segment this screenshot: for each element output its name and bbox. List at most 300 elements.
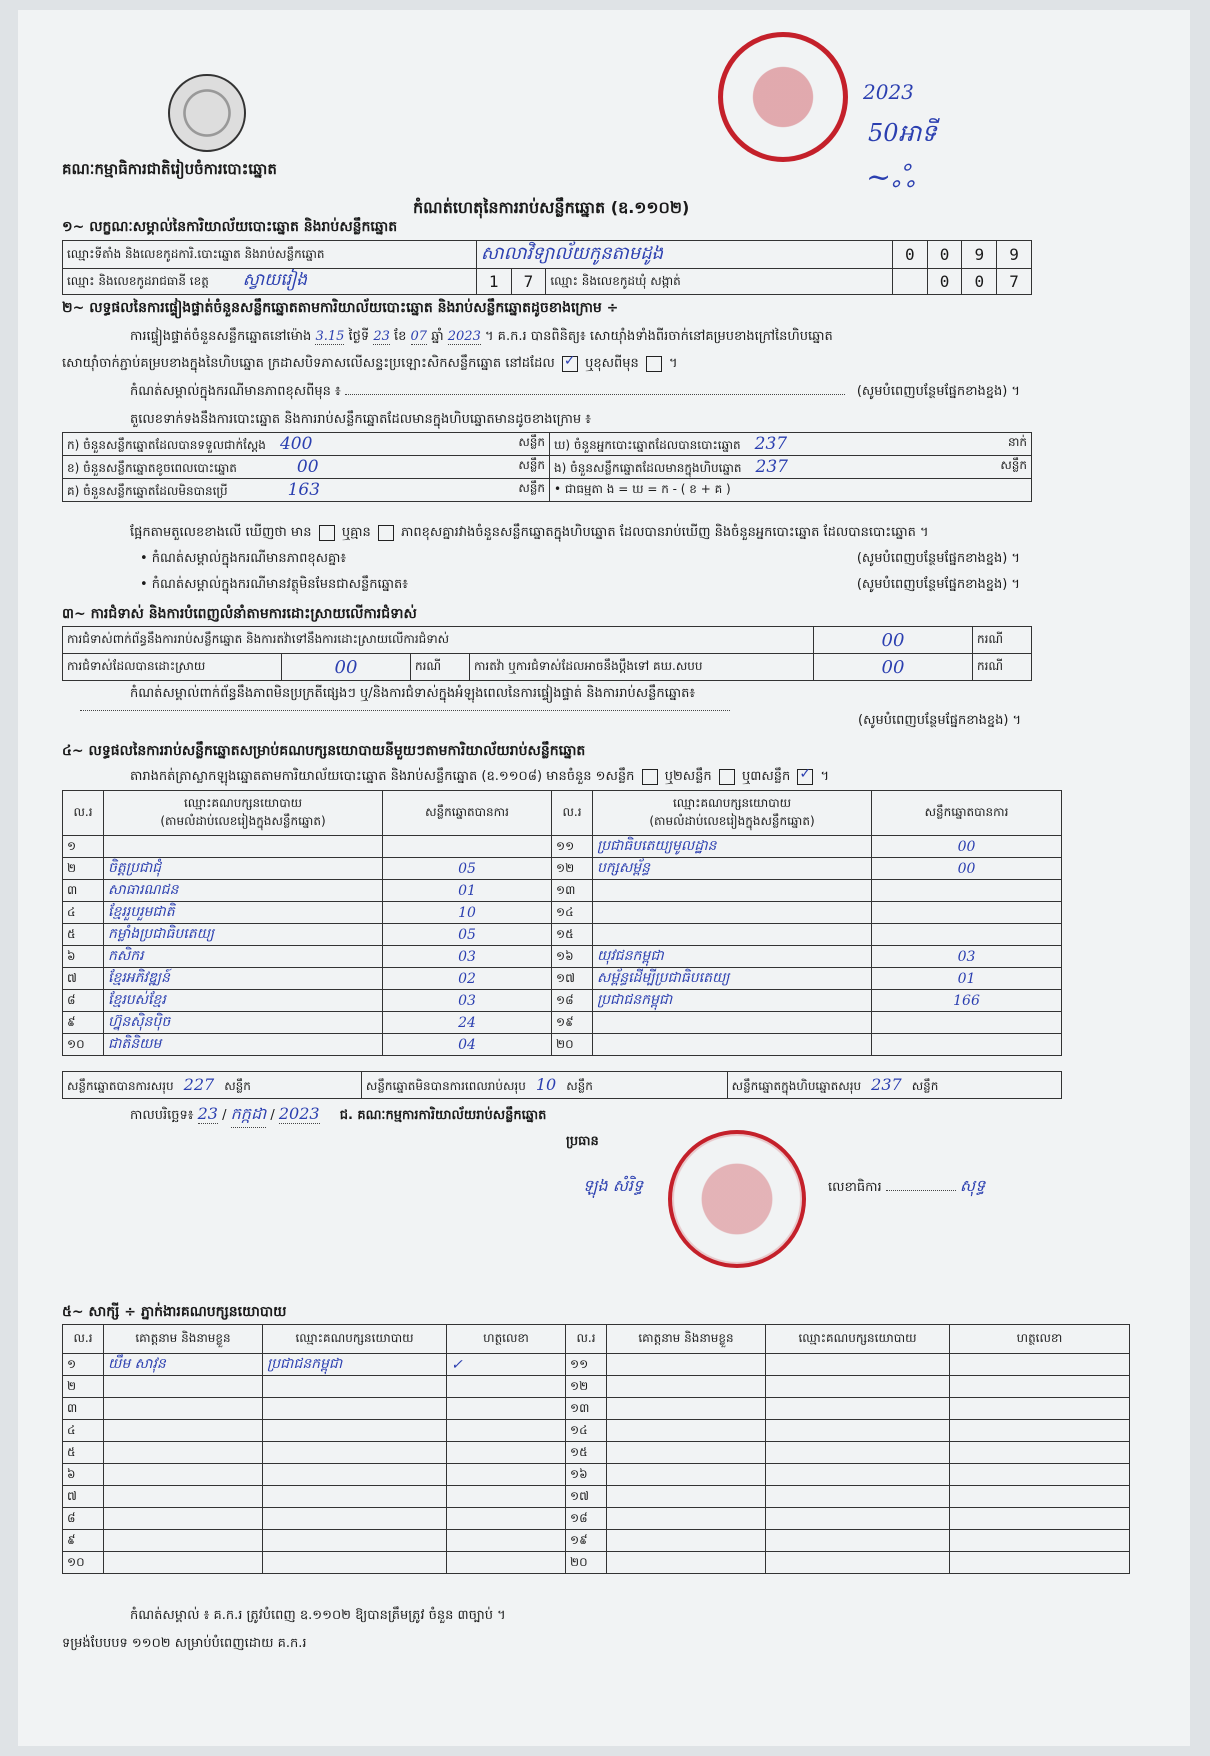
section3-table [62, 626, 1032, 681]
result-votes-left: 10 [383, 902, 552, 924]
s3-row2-value2: 00 [814, 654, 973, 681]
witness-name-left [104, 1376, 263, 1398]
s2-row-c-left-label: គ) ចំនួនសន្លឹកឆ្នោតដែលមិនបានប្រើ [67, 483, 228, 498]
col-party-left-title: ឈ្មោះគណបក្សនយោបាយ [183, 796, 303, 810]
s2-row-a-right-value: 237 [754, 433, 788, 454]
witness-name-right [607, 1354, 766, 1376]
result-votes-right [872, 902, 1062, 924]
witness-sign-left: ✓ [447, 1354, 566, 1376]
witness-name-right [607, 1420, 766, 1442]
s1-row1-code-3: 9 [962, 241, 997, 269]
witness-no-right: ១៧ [566, 1486, 607, 1508]
witness-no-right: ២០ [566, 1552, 607, 1574]
s2-row-b-right-value: 237 [755, 456, 788, 477]
form-title: កំណត់ហេតុនៃការរាប់សន្លឹកឆ្នោត (ឧ.១១០២) [413, 198, 690, 217]
witness-name-left [104, 1530, 263, 1552]
result-party-left: ជាតិនិយម [104, 1034, 383, 1056]
s2-row-c-left-unit: សន្លឹក [518, 480, 545, 495]
witness-sign-left [447, 1442, 566, 1464]
witness-no-left: ៨ [63, 1508, 104, 1530]
s3-row1-label: ការជំទាស់ពាក់ព័ន្ធនឹងការរាប់សន្លឹកឆ្នោត និងការតវ៉ាទៅនឹងការដោះស្រាយលើការជំទាស់ [63, 627, 814, 654]
form-footer: ទម្រង់បែបបទ ១១០២ សម្រាប់បំពេញដោយ គ.ក.រ [62, 1636, 307, 1651]
result-no-right: ១៤ [552, 902, 593, 924]
witness-sign-left [447, 1486, 566, 1508]
section4-heading: ៤~ លទ្ធផលនៃការរាប់សន្លឹកឆ្នោតសម្រាប់គណបក្សនយោបាយនីមួយៗតាមការិយាល័យរាប់សន្លឹកឆ្នោត [62, 743, 586, 759]
chair-name: ឡុង សំរិទ្ធ [583, 1176, 644, 1195]
result-party-left: សាធារណជន [104, 880, 383, 902]
stamp-note-year: 2023 [863, 80, 914, 104]
witness-row [63, 1442, 1130, 1464]
w-col-sign-right: ហត្ថលេខា [950, 1325, 1130, 1354]
s2-row-a-left-unit: សន្លឹក [518, 434, 545, 449]
witness-row [63, 1398, 1130, 1420]
s2-row-b-left-label: ខ) ចំនួនសន្លឹកឆ្នោតខូចពេលបោះឆ្នោត [67, 460, 237, 475]
result-votes-left: 24 [383, 1012, 552, 1034]
s2-intro-table: តួលេខទាក់ទងនឹងការបោះឆ្នោត និងការរាប់សន្លឹកឆ្នោតដែលមានក្នុងហិបឆ្នោតមានដូចខាងក្រោម ៖ [130, 412, 591, 427]
result-no-right: ១៣ [552, 880, 593, 902]
s2-para2a: សោយ៉ាំចាក់ភ្ជាប់គម្របខាងក្នុងនៃហិបឆ្នោត ក្រដាសបិទភាសលើសន្ទះប្រឡោះសិកសន្លឹកឆ្នោត នៅដដែល [62, 356, 555, 371]
witness-name-right [607, 1486, 766, 1508]
s2-fill-more: (សូមបំពេញបន្ថែមផ្នែកខាងខ្នង) ។ [856, 384, 1020, 399]
col-votes-left: សន្លឹកឆ្នោតបានការ [383, 791, 552, 836]
s4-intro-d: ។ [820, 769, 830, 784]
w-col-no-left: ល.រ [63, 1325, 104, 1354]
result-party-left [104, 836, 383, 858]
result-party-right [593, 924, 872, 946]
witness-no-right: ១៤ [566, 1420, 607, 1442]
s1-row2-label-text: ឈ្មោះ និងលេខកូដរាជធានី ខេត្ត [67, 274, 209, 288]
date-year: 2023 [278, 1104, 320, 1123]
witness-name-right [607, 1508, 766, 1530]
section2-table [62, 432, 1032, 502]
section3-heading: ៣~ ការជំទាស់ និងការបំពេញលំនាំតាមការដោះស្រាយលើការជំទាស់ [62, 606, 417, 622]
s3-row2-label2: ការតវ៉ា ឬការជំទាស់ដែលអាចនឹងប្តឹងទៅ គឃ.សបប [470, 654, 814, 681]
s2-para1c: ខែ [394, 329, 407, 344]
w-col-no-right: ល.រ [566, 1325, 607, 1354]
s2-row-b-right-label: ង) ចំនួនសន្លឹកឆ្នោតដែលមានក្នុងហិបឆ្នោត [554, 460, 742, 475]
witness-party-right [766, 1376, 950, 1398]
result-votes-right [872, 1012, 1062, 1034]
result-party-left: ខ្មែររួបរួមជាតិ [104, 902, 383, 924]
s4-intro-b: ឬ២សន្លឹក [664, 769, 712, 784]
footnote: កំណត់សម្គាល់ ៖ គ.ក.រ ត្រូវបំពេញ ឧ.១១០២ ឱ្យបានត្រឹមត្រូវ ចំនួន ៣ច្បាប់ ។ [130, 1608, 506, 1623]
witness-sign-right [950, 1508, 1130, 1530]
col-party-right-title: ឈ្មោះគណបក្សនយោបាយ [672, 796, 792, 810]
total-invalid-unit: សន្លឹក [566, 1078, 593, 1093]
total-box-unit: សន្លឹក [911, 1078, 939, 1093]
result-votes-right [872, 1034, 1062, 1056]
witness-sign-left [447, 1464, 566, 1486]
s2-year: 2023 [447, 329, 481, 344]
total-valid-value: 227 [183, 1074, 215, 1094]
col-no-right: ល.រ [552, 791, 593, 836]
s2-para1b: ថ្ងៃទី [348, 329, 370, 344]
same-checkbox[interactable] [562, 352, 578, 372]
results-row [63, 880, 1062, 902]
witness-sign-left [447, 1508, 566, 1530]
witness-name-right [607, 1464, 766, 1486]
results-row [63, 990, 1062, 1012]
witness-row [63, 1552, 1130, 1574]
w-col-party-right: ឈ្មោះគណបក្សនយោបាយ [766, 1325, 950, 1354]
witness-no-left: ៦ [63, 1464, 104, 1486]
witness-sign-left [447, 1420, 566, 1442]
s1-row2-label [63, 269, 477, 295]
result-no-left: ៧ [63, 968, 104, 990]
result-party-left: ខ្មែរអភិវឌ្ឍន៍ [104, 968, 383, 990]
s1-row2-label2: ឈ្មោះ និងលេខកូដឃុំ សង្កាត់ [546, 269, 893, 295]
s1-row2-code-2: 7 [511, 269, 546, 295]
results-row [63, 1034, 1062, 1056]
witness-sign-right [950, 1552, 1130, 1574]
s2-para2 [62, 352, 678, 374]
result-party-left: កសិករ [104, 946, 383, 968]
total-invalid-value: 10 [535, 1074, 557, 1094]
result-party-right: បក្សសម្ព័ន្ធ [593, 858, 872, 880]
result-votes-left: 05 [383, 858, 552, 880]
s2-para2c: ។ [668, 356, 678, 371]
witness-no-right: ១២ [566, 1376, 607, 1398]
result-votes-left: 01 [383, 880, 552, 902]
s1-row1-value: សាលាវិទ្យាល័យកូនតាមដូង [476, 241, 892, 269]
witness-party-left [263, 1530, 447, 1552]
witness-party-right [766, 1486, 950, 1508]
witness-sign-left [447, 1376, 566, 1398]
secretary-label: លេខាធិការ [828, 1180, 882, 1195]
result-votes-right: 01 [872, 968, 1062, 990]
result-votes-right [872, 880, 1062, 902]
one-sheet-checkbox[interactable] [642, 769, 658, 785]
witness-row [63, 1486, 1130, 1508]
s2-row-b-label [63, 456, 550, 479]
section1-table [62, 240, 1032, 295]
three-sheet-checkbox[interactable] [797, 765, 813, 785]
check-icon: ✓ [563, 352, 576, 369]
s2-row-b-left-value: 00 [296, 456, 319, 477]
result-votes-right: 00 [872, 858, 1062, 880]
s2-note-diff [130, 383, 1020, 402]
result-no-right: ១៧ [552, 968, 593, 990]
witness-party-left [263, 1420, 447, 1442]
witness-sign-right [950, 1464, 1130, 1486]
s3-row1-value: 00 [814, 627, 973, 654]
result-no-right: ១៩ [552, 1012, 593, 1034]
s4-intro [130, 765, 830, 787]
s1-row2-empty [892, 269, 927, 295]
official-stamp [718, 32, 848, 162]
s2-para2b: ឬខុសពីមុន [585, 356, 639, 371]
witness-sign-left [447, 1530, 566, 1552]
result-no-left: ១០ [63, 1034, 104, 1056]
s2-month: 07 [410, 329, 428, 344]
witness-party-right [766, 1420, 950, 1442]
witness-name-right [607, 1530, 766, 1552]
witness-party-right [766, 1442, 950, 1464]
result-party-left: កម្លាំងប្រជាធិបតេយ្យ [104, 924, 383, 946]
w-col-sign-left: ហត្ថលេខា [447, 1325, 566, 1354]
results-row [63, 858, 1062, 880]
s2-para3c: ភាពខុសគ្នារវាងចំនួនសន្លឹកឆ្នោតក្នុងហិបឆ្នោត ដែលបានរាប់ឃើញ និងចំនួនអ្នកបោះឆ្នោត ដែលបានបោះឆ្នោត ។ [401, 525, 929, 540]
s2-row-c-right-label: • ជាធម្មតា ង = ឃ = ក - ( ខ + គ ) [554, 482, 731, 496]
witness-party-right [766, 1530, 950, 1552]
witness-no-left: ៧ [63, 1486, 104, 1508]
s2-para1d: ឆ្នាំ [431, 329, 444, 344]
total-valid [63, 1072, 362, 1099]
total-valid-unit: សន្លឹក [224, 1078, 251, 1093]
witness-name-right [607, 1376, 766, 1398]
s3-row2-value: 00 [282, 654, 411, 681]
witness-sign-left [447, 1552, 566, 1574]
result-votes-right: 166 [872, 990, 1062, 1012]
witness-row [63, 1376, 1130, 1398]
s3-row2-unit2: ករណី [973, 654, 1032, 681]
total-box-value: 237 [871, 1074, 902, 1094]
total-box-label: សន្លឹកឆ្នោតក្នុងហិបឆ្នោតសរុប [731, 1078, 862, 1093]
result-votes-left: 03 [383, 946, 552, 968]
result-party-right [593, 902, 872, 924]
w-col-party-left: ឈ្មោះគណបក្សនយោបាយ [263, 1325, 447, 1354]
s2-para3b: ឬគ្មាន [341, 525, 371, 540]
witness-row [63, 1530, 1130, 1552]
s4-intro-a: តារាងកត់ត្រាស្លាកឡុងឆ្នោតតាមការិយាល័យបោះឆ្នោត និងរាប់សន្លឹកឆ្នោត (ឧ.១១០៨) មានចំនួន ១សន្លឹក [130, 769, 635, 784]
col-party-right-sub: (តាមលំដាប់លេខរៀងក្នុងសន្លឹកឆ្នោត) [649, 814, 815, 828]
section2-heading: ២~ លទ្ធផលនៃការផ្ទៀងផ្ទាត់ចំនួនសន្លឹកឆ្នោតតាមការិយាល័យបោះឆ្នោត និងរាប់សន្លឹកឆ្នោតដូចខាងក្រោម ÷ [62, 300, 619, 316]
result-party-right [593, 1034, 872, 1056]
s2-bullet2-row [140, 576, 1020, 595]
witness-party-right [766, 1508, 950, 1530]
s2-row-b-right-unit: សន្លឹក [1000, 457, 1027, 472]
witness-sign-right [950, 1442, 1130, 1464]
s2-para1e: ។ គ.ក.រ បានពិនិត្យ៖ សោយ៉ាំងទាំងពីរចាក់នៅគម្របខាងក្រៅនៃហិបឆ្នោត [484, 329, 833, 344]
no-diff-checkbox[interactable] [378, 525, 394, 541]
witness-party-left: ប្រជាជនកម្ពុជា [263, 1354, 447, 1376]
result-votes-right: 00 [872, 836, 1062, 858]
result-no-left: ៩ [63, 1012, 104, 1034]
witness-name-right [607, 1552, 766, 1574]
s2-para3a: ផ្អែកតាមតួលេខខាងលើ ឃើញថា មាន [130, 525, 312, 540]
result-votes-left: 03 [383, 990, 552, 1012]
witness-row [63, 1354, 1130, 1376]
two-sheet-checkbox[interactable] [719, 769, 735, 785]
s3-row2-unit: ករណី [411, 654, 470, 681]
result-no-right: ១៨ [552, 990, 593, 1012]
col-party-left [104, 791, 383, 836]
witness-sign-right [950, 1376, 1130, 1398]
s1-row2-code2-1: 0 [927, 269, 962, 295]
result-no-left: ៨ [63, 990, 104, 1012]
date-label: កាលបរិច្ឆេទ៖ [130, 1108, 194, 1123]
nec-emblem [168, 74, 246, 152]
section4-totals [62, 1071, 1062, 1099]
s1-row2-code2-3: 7 [997, 269, 1032, 295]
s3-note-dotline [80, 710, 730, 711]
witness-party-right [766, 1398, 950, 1420]
s2-row-c-right [550, 479, 1032, 502]
col-party-left-sub: (តាមលំដាប់លេខរៀងក្នុងសន្លឹកឆ្នោត) [160, 814, 326, 828]
total-box [727, 1072, 1061, 1099]
s2-row-c-left-value: 163 [287, 479, 321, 500]
witness-sign-right [950, 1486, 1130, 1508]
result-no-left: ៣ [63, 880, 104, 902]
result-no-left: ៥ [63, 924, 104, 946]
stamp-note-minutes: 50អាទី [868, 119, 937, 147]
s2-row-a-label [63, 433, 550, 456]
secretary-name: សុទ្ធ [959, 1176, 986, 1195]
chair-label: ប្រធាន [566, 1134, 599, 1149]
witness-party-right [766, 1552, 950, 1574]
result-party-left: ខ្មែរបស់ខ្មែរ [104, 990, 383, 1012]
result-party-left: ចិត្តប្រជាជុំ [104, 858, 383, 880]
witness-party-right [766, 1354, 950, 1376]
total-invalid-label: សន្លឹកឆ្នោតមិនបានការពេលរាប់សរុប [365, 1078, 526, 1093]
s3-fill-more: (សូមបំពេញបន្ថែមផ្នែកខាងខ្នង) ។ [858, 713, 1022, 728]
result-party-right: សម្ព័ន្ធដើម្បីប្រជាធិបតេយ្យ [593, 968, 872, 990]
s2-day: 23 [373, 329, 390, 344]
s2-row-a-right-label: ឃ) ចំនួនអ្នកបោះឆ្នោតដែលបានបោះឆ្នោត [554, 437, 741, 452]
results-row [63, 946, 1062, 968]
witness-name-left: យឹម សាវុន [104, 1354, 263, 1376]
section1-heading: ១~ លក្ខណៈសម្គាល់នៃការិយាល័យបោះឆ្នោត និងរាប់សន្លឹកឆ្នោត [62, 219, 398, 235]
result-no-right: ២០ [552, 1034, 593, 1056]
s2-row-a-left-label: ក) ចំនួនសន្លឹកឆ្នោតដែលបានទទួលជាក់ស្តែង [67, 437, 266, 452]
s1-row2-value: ស្វាយរៀង [242, 270, 308, 290]
witness-row [63, 1464, 1130, 1486]
result-no-left: ២ [63, 858, 104, 880]
s2-para3 [130, 524, 929, 543]
witness-no-right: ១៣ [566, 1398, 607, 1420]
result-no-right: ១៦ [552, 946, 593, 968]
s4-intro-c: ឬ៣សន្លឹក [741, 769, 791, 784]
witness-name-left [104, 1464, 263, 1486]
witness-name-right [607, 1398, 766, 1420]
witness-no-right: ១៦ [566, 1464, 607, 1486]
witness-sign-right [950, 1530, 1130, 1552]
form-paper [18, 10, 1190, 1746]
s3-note: កំណត់សម្គាល់ពាក់ព័ន្ធនឹងភាពមិនប្រក្រតីផ្សេងៗ ឬ/និងការជំទាស់ក្នុងអំឡុងពេលនៃការផ្ទៀងផ្ទាត់ និងការរាប់សន្លឹកឆ្នោត៖ [130, 686, 696, 701]
witness-sign-right [950, 1398, 1130, 1420]
witness-name-left [104, 1442, 263, 1464]
result-no-left: ៦ [63, 946, 104, 968]
s2-row-a-left-value: 400 [279, 433, 313, 454]
result-party-right: ប្រជាជនកម្ពុជា [593, 990, 872, 1012]
s2-bullet2: • កំណត់សម្គាល់ក្នុងករណីមានវត្ថុមិនមែនជាសន្លឹកឆ្នោត៖ [140, 577, 408, 592]
s2-row-c-label [63, 479, 550, 502]
result-party-right: ប្រជាធិបតេយ្យមូលដ្ឋាន [593, 836, 872, 858]
s1-row1-code-1: 0 [892, 241, 927, 269]
committee-stamp [668, 1130, 806, 1268]
witness-party-left [263, 1552, 447, 1574]
w-col-name-right: គោត្តនាម និងនាមខ្លួន [607, 1325, 766, 1354]
result-votes-left: 05 [383, 924, 552, 946]
result-votes-right: 03 [872, 946, 1062, 968]
witness-no-right: ១៥ [566, 1442, 607, 1464]
results-table [62, 790, 1062, 1056]
witness-no-left: ៤ [63, 1420, 104, 1442]
s2-row-b-right [550, 456, 1032, 479]
s2-row-a-right [550, 433, 1032, 456]
section5-heading: ៥~ សាក្សី ÷ ភ្នាក់ងារគណបក្សនយោបាយ [62, 1304, 287, 1320]
result-no-left: ៤ [63, 902, 104, 924]
results-row [63, 836, 1062, 858]
secretary-line [828, 1175, 985, 1199]
s2-para1 [130, 328, 833, 347]
witness-no-right: ១៨ [566, 1508, 607, 1530]
witness-sign-right [950, 1354, 1130, 1376]
has-diff-checkbox[interactable] [319, 525, 335, 541]
results-row [63, 968, 1062, 990]
check-icon: ✓ [799, 765, 812, 782]
result-party-right [593, 880, 872, 902]
s2-bullet1-row [140, 550, 1020, 569]
s1-row1-code-2: 0 [927, 241, 962, 269]
result-votes-left: 04 [383, 1034, 552, 1056]
witness-no-left: ៥ [63, 1442, 104, 1464]
result-no-right: ១២ [552, 858, 593, 880]
date-line: កាលបរិច្ឆេទ៖ 23 / កក្កដា / 2023 ជ. គណៈកម្មការការិយាល័យរាប់សន្លឹកឆ្នោត [130, 1103, 546, 1128]
stamp-note-signature: ~ஃ [866, 160, 915, 195]
result-party-right [593, 1012, 872, 1034]
results-row [63, 1012, 1062, 1034]
date-month: កក្កដា [231, 1103, 267, 1128]
witness-no-left: ៩ [63, 1530, 104, 1552]
witness-party-left [263, 1486, 447, 1508]
s2-row-a-right-unit: នាក់ [1007, 434, 1027, 449]
witness-name-left [104, 1552, 263, 1574]
witness-name-left [104, 1486, 263, 1508]
witness-party-left [263, 1398, 447, 1420]
results-row [63, 902, 1062, 924]
result-no-right: ១៥ [552, 924, 593, 946]
result-party-left: ហ្វ៊ុនស៊ិនប៉ិច [104, 1012, 383, 1034]
s1-row2-code-1: 1 [476, 269, 511, 295]
s2-time: 3.15 [315, 329, 345, 344]
witness-no-left: ១ [63, 1354, 104, 1376]
witness-name-left [104, 1508, 263, 1530]
results-row [63, 924, 1062, 946]
witness-table [62, 1324, 1130, 1574]
witness-party-left [263, 1376, 447, 1398]
result-votes-left [383, 836, 552, 858]
witness-party-left [263, 1508, 447, 1530]
result-no-left: ១ [63, 836, 104, 858]
s2-row-b-left-unit: សន្លឹក [518, 457, 545, 472]
witness-row [63, 1508, 1130, 1530]
s2-note-diff-label: កំណត់សម្គាល់ក្នុងករណីមានភាពខុសពីមុន ៖ [130, 384, 341, 399]
total-invalid [361, 1072, 727, 1099]
different-checkbox[interactable] [646, 356, 662, 372]
witness-party-right [766, 1464, 950, 1486]
total-valid-label: សន្លឹកឆ្នោតបានការសរុប [67, 1078, 174, 1093]
witness-name-left [104, 1398, 263, 1420]
result-votes-left: 02 [383, 968, 552, 990]
witness-sign-left [447, 1398, 566, 1420]
s1-row2-code2-2: 0 [962, 269, 997, 295]
date-day: 23 [197, 1104, 218, 1123]
witness-sign-right [950, 1420, 1130, 1442]
witness-row [63, 1420, 1130, 1442]
s2-para1a: ការផ្ទៀងផ្ទាត់ចំនួនសន្លឹកឆ្នោតនៅម៉ោង [130, 329, 312, 344]
witness-name-right [607, 1442, 766, 1464]
witness-name-left [104, 1420, 263, 1442]
result-no-right: ១១ [552, 836, 593, 858]
w-col-name-left: គោត្តនាម និងនាមខ្លួន [104, 1325, 263, 1354]
s2-bullet1-fill: (សូមបំពេញបន្ថែមផ្នែកខាងខ្នង) ។ [856, 551, 1020, 566]
result-party-right: យុវជនកម្ពុជា [593, 946, 872, 968]
witness-no-left: ១០ [63, 1552, 104, 1574]
witness-party-left [263, 1442, 447, 1464]
witness-no-left: ៣ [63, 1398, 104, 1420]
witness-no-right: ១៩ [566, 1530, 607, 1552]
